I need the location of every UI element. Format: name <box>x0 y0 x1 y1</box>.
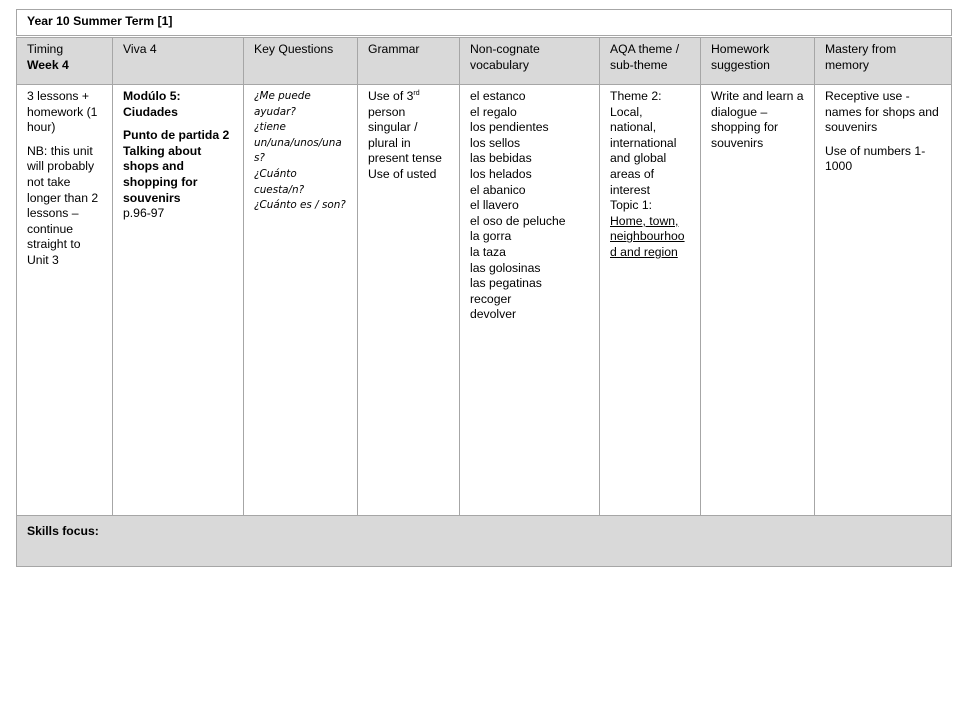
header-key-questions: Key Questions <box>244 37 358 85</box>
mastery-receptive: Receptive use - names for shops and souvenirs <box>825 89 939 135</box>
question-item: ¿Cuánto es / son? <box>254 199 346 212</box>
viva-module: Modúlo 5: Ciudades <box>123 89 181 119</box>
vocab-item: el estanco <box>470 89 526 103</box>
header-timing: Timing Week 4 <box>17 37 113 85</box>
viva-pages: p.96-97 <box>123 206 165 221</box>
aqa-topic: Topic 1: <box>610 198 653 213</box>
viva-desc: Talking about shops and shopping for souvenirs <box>123 143 202 205</box>
cell-homework: Write and learn a dialogue – shopping for souvenirs <box>701 85 815 516</box>
vocab-item: el llavero <box>470 198 519 213</box>
header-mastery: Mastery from memory <box>815 37 952 85</box>
vocab-item: el oso de peluche <box>470 213 566 228</box>
viva-unit: Punto de partida 2 <box>123 128 230 143</box>
table-title: Year 10 Summer Term [1] <box>17 10 952 37</box>
vocab-item: las bebidas <box>470 151 532 166</box>
timing-lessons: 3 lessons + homework (1 hour) <box>27 89 98 135</box>
cell-vocab <box>460 85 600 516</box>
header-vocab: Non-cognate vocabulary <box>460 37 600 85</box>
question-item: ¿tiene un/una/unos/unas? <box>254 121 342 165</box>
scheme-of-work-table <box>16 9 952 567</box>
skills-focus: Skills focus: <box>17 516 952 567</box>
cell-timing <box>17 85 113 516</box>
timing-note: NB: this unit will probably not take longer than 2 lessons – continue straight to Unit 3 <box>27 143 99 267</box>
header-viva: Viva 4 <box>113 37 244 85</box>
cell-viva <box>113 85 244 516</box>
question-item: ¿Cuánto cuesta/n? <box>254 167 305 196</box>
cell-grammar <box>358 85 460 516</box>
grammar-usted: Use of usted <box>368 166 437 181</box>
content-row <box>17 85 952 516</box>
vocab-item: devolver <box>470 307 517 322</box>
header-grammar: Grammar <box>358 37 460 85</box>
vocab-item: los helados <box>470 166 532 181</box>
vocab-item: la gorra <box>470 229 512 244</box>
vocab-item: los sellos <box>470 135 521 150</box>
header-row <box>17 37 952 85</box>
vocab-item: las pegatinas <box>470 276 542 291</box>
mastery-numbers: Use of numbers 1- 1000 <box>825 143 926 174</box>
vocab-item: los pendientes <box>470 120 549 135</box>
vocab-item: recoger <box>470 291 512 306</box>
vocab-item: el regalo <box>470 104 517 119</box>
title-row <box>17 10 952 37</box>
cell-key-questions <box>244 85 358 516</box>
question-item: ¿Me puede ayudar? <box>254 90 311 118</box>
header-week: Week 4 <box>27 57 69 72</box>
vocab-item: el abanico <box>470 182 526 197</box>
grammar-point: Use of 3rd person singular / plural in present tense <box>368 89 442 166</box>
vocab-item: las golosinas <box>470 260 541 275</box>
skills-row <box>17 516 952 567</box>
header-aqa: AQA theme / sub-theme <box>600 37 701 85</box>
vocab-item: la taza <box>470 244 506 259</box>
aqa-subtheme: Home, town, neighbourhood and region <box>610 213 685 259</box>
cell-aqa <box>600 85 701 516</box>
header-homework: Homework suggestion <box>701 37 815 85</box>
aqa-theme: Theme 2: Local, national, international and global areas of interest <box>610 89 677 197</box>
cell-mastery <box>815 85 952 516</box>
